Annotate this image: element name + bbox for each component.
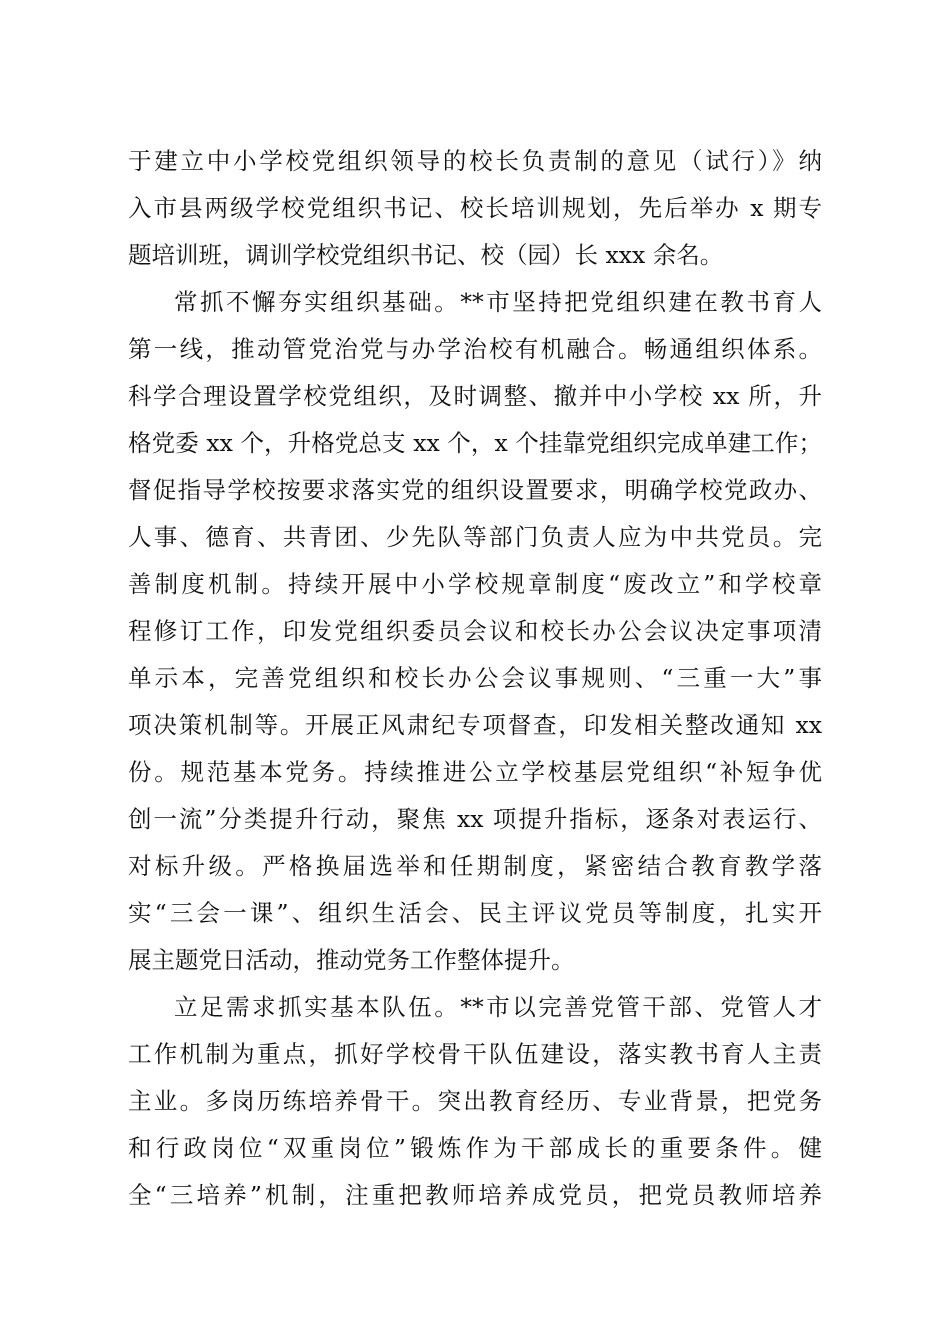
paragraph-line: 督促指导学校按要求落实党的组织设置要求，明确学校党政办、 bbox=[128, 476, 822, 504]
paragraph-line: 程修订工作，印发党组织委员会议和校长办公会议决定事项清 bbox=[128, 617, 822, 645]
paragraph-line: 题培训班，调训学校党组织书记、校（园）长 xxx 余名。 bbox=[128, 241, 724, 269]
paragraph-line: 和行政岗位“双重岗位”锻炼作为干部成长的重要条件。健 bbox=[128, 1134, 822, 1162]
paragraph-line: 创一流”分类提升行动，聚焦 xx 项提升指标，逐条对表运行、 bbox=[128, 805, 822, 833]
paragraph-line: 于建立中小学校党组织领导的校长负责制的意见（试行）》纳 bbox=[128, 147, 822, 175]
paragraph-line: 科学合理设置学校党组织，及时调整、撤并中小学校 xx 所，升 bbox=[128, 382, 822, 410]
paragraph-line: 善制度机制。持续开展中小学校规章制度“废改立”和学校章 bbox=[128, 570, 822, 598]
paragraph-line: 实“三会一课”、组织生活会、民主评议党员等制度，扎实开 bbox=[128, 899, 822, 927]
paragraph-line: 第一线，推动管党治党与办学治校有机融合。畅通组织体系。 bbox=[128, 335, 822, 363]
paragraph-line: 展主题党日活动，推动党务工作整体提升。 bbox=[128, 946, 575, 974]
paragraph-line: 入市县两级学校党组织书记、校长培训规划，先后举办 x 期专 bbox=[128, 194, 822, 222]
paragraph-line: 项决策机制等。开展正风肃纪专项督查，印发相关整改通知 xx bbox=[128, 711, 822, 739]
paragraph-line: 单示本，完善党组织和校长办公会议事规则、“三重一大”事 bbox=[128, 664, 822, 692]
paragraph-line: 常抓不懈夯实组织基础。**市坚持把党组织建在教书育人 bbox=[174, 288, 822, 316]
paragraph-line: 对标升级。严格换届选举和任期制度，紧密结合教育教学落 bbox=[128, 852, 822, 880]
paragraph-line: 工作机制为重点，抓好学校骨干队伍建设，落实教书育人主责 bbox=[128, 1040, 822, 1068]
paragraph-line: 人事、德育、共青团、少先队等部门负责人应为中共党员。完 bbox=[128, 523, 822, 551]
paragraph-line: 份。规范基本党务。持续推进公立学校基层党组织“补短争优 bbox=[128, 758, 822, 786]
paragraph-line: 主业。多岗历练培养骨干。突出教育经历、专业背景，把党务 bbox=[128, 1087, 822, 1115]
paragraph-line: 全“三培养”机制，注重把教师培养成党员，把党员教师培养 bbox=[128, 1181, 822, 1209]
paragraph-line: 格党委 xx 个，升格党总支 xx 个，x 个挂靠党组织完成单建工作； bbox=[128, 429, 822, 457]
paragraph-line: 立足需求抓实基本队伍。**市以完善党管干部、党管人才 bbox=[174, 993, 822, 1021]
